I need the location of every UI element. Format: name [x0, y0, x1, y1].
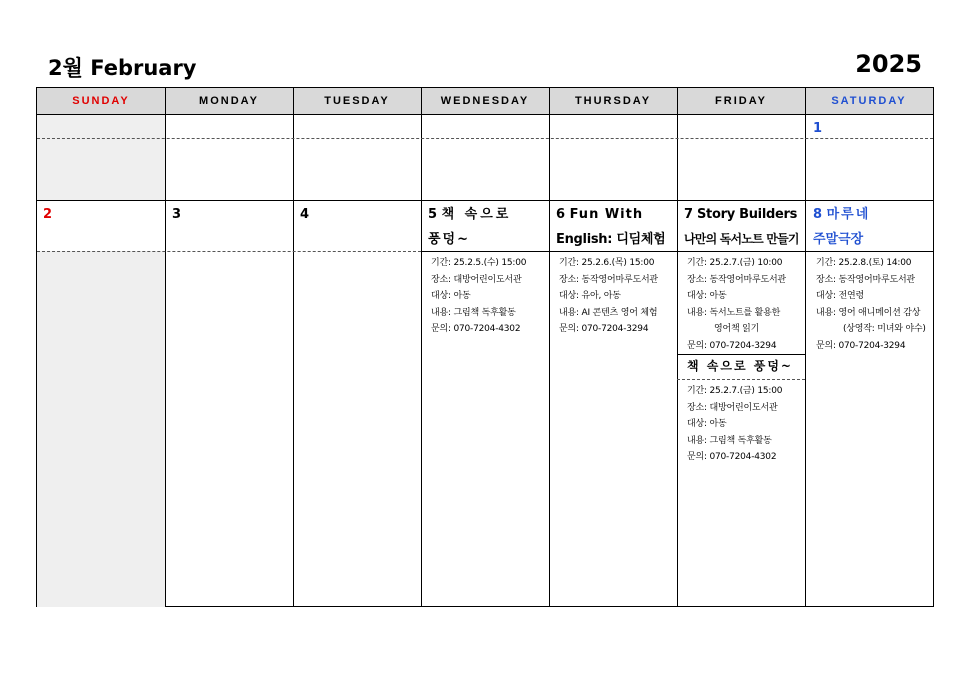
event-content: 내용: 독서노트를 활용한 [687, 307, 781, 318]
event-place: 장소: 동작영어마루도서관 [559, 274, 658, 285]
friday-event2-title: 책 속으로 풍덩~ [687, 359, 793, 373]
event-title-line1: 책 속으로 [441, 207, 512, 222]
event-contact: 문의: 070-7204-3294 [687, 340, 777, 351]
event-title-line2: 나만의 독서노트 만들기 [684, 232, 799, 246]
event-contact: 문의: 070-7204-4302 [687, 452, 777, 462]
weekday-sunday: SUNDAY [72, 95, 130, 107]
weekday-friday: FRIDAY [715, 95, 767, 107]
weekday-header-row [37, 88, 933, 115]
event-target: 대상: 전연령 [816, 291, 864, 301]
friday-event-title [684, 202, 799, 252]
event-target: 대상: 아동 [431, 291, 471, 301]
wednesday-event-details [431, 255, 526, 338]
year-title: 2025 [855, 50, 922, 78]
event-title-line2: English: 디딤체험 [556, 232, 666, 247]
thursday-event-title [556, 202, 665, 252]
date-1: 1 [813, 121, 823, 136]
date-6: 6 [556, 207, 566, 222]
date-3: 3 [172, 207, 182, 222]
date-8: 8 [813, 207, 823, 222]
week1-date-divider [37, 138, 933, 139]
week-divider [37, 200, 933, 201]
event-place: 장소: 대방어린이도서관 [687, 402, 778, 413]
weekday-wednesday: WEDNESDAY [440, 95, 530, 107]
friday-event-details [687, 255, 786, 354]
event-title-line1: 마루네 [826, 207, 871, 222]
event-content: 내용: 그림책 독후활동 [431, 307, 516, 318]
column-divider [421, 88, 422, 606]
event-contact: 문의: 070-7204-4302 [431, 324, 521, 334]
event-period: 기간: 25.2.7.(금) 10:00 [687, 258, 783, 268]
event-target: 대상: 아동 [687, 291, 727, 301]
date-5: 5 [428, 207, 438, 222]
column-divider [549, 88, 550, 606]
saturday-event-details [816, 255, 926, 354]
friday-event2-divider [677, 379, 805, 380]
saturday-event-title [813, 202, 870, 252]
column-divider [805, 88, 806, 606]
column-divider [165, 88, 166, 606]
event-target: 대상: 유아, 아동 [559, 291, 621, 301]
event-place: 장소: 동작영어마루도서관 [687, 274, 786, 285]
column-divider [293, 88, 294, 606]
event-period: 기간: 25.2.8.(토) 14:00 [816, 258, 912, 268]
event-place: 장소: 동작영어마루도서관 [816, 274, 915, 285]
friday-event2-details [687, 383, 782, 466]
event-title-line1: Fun With [569, 207, 644, 222]
sunday-cell-week1 [37, 115, 165, 200]
calendar-grid [36, 87, 934, 607]
weekday-saturday: SATURDAY [831, 95, 907, 107]
event-contact: 문의: 070-7204-3294 [559, 324, 649, 334]
wednesday-event-title [428, 202, 511, 252]
event-target: 대상: 아동 [687, 419, 727, 429]
date-4: 4 [300, 207, 310, 222]
event-content: 내용: AI 콘텐츠 영어 체험 [559, 307, 658, 318]
week2-date-divider [37, 251, 421, 252]
sunday-cell-week2 [37, 251, 165, 607]
event-period: 기간: 25.2.5.(수) 15:00 [431, 258, 527, 268]
event-period: 기간: 25.2.6.(목) 15:00 [559, 258, 655, 268]
weekday-monday: MONDAY [199, 95, 259, 107]
event-content: 내용: 영어 애니메이션 감상 [816, 307, 921, 318]
column-divider [677, 88, 678, 606]
event-place: 장소: 대방어린이도서관 [431, 274, 522, 285]
weekday-thursday: THURSDAY [574, 95, 652, 107]
month-title: 2월 February [48, 56, 197, 80]
event-title-line2: 주말극장 [813, 232, 864, 247]
event-content: 내용: 그림책 독후활동 [687, 435, 772, 446]
date-2: 2 [43, 207, 53, 222]
event-title-line2: 풍덩~ [428, 232, 471, 247]
event-content-cont: (상영작: 미녀와 야수) [843, 324, 926, 334]
thursday-event-details [559, 255, 658, 338]
date-7: 7 [684, 207, 693, 222]
event-period: 기간: 25.2.7.(금) 15:00 [687, 386, 783, 396]
weekday-tuesday: TUESDAY [324, 95, 390, 107]
event-contact: 문의: 070-7204-3294 [816, 340, 906, 351]
event-content-cont: 영어책 읽기 [714, 324, 760, 334]
event-title-line1: Story Builders [696, 207, 798, 222]
